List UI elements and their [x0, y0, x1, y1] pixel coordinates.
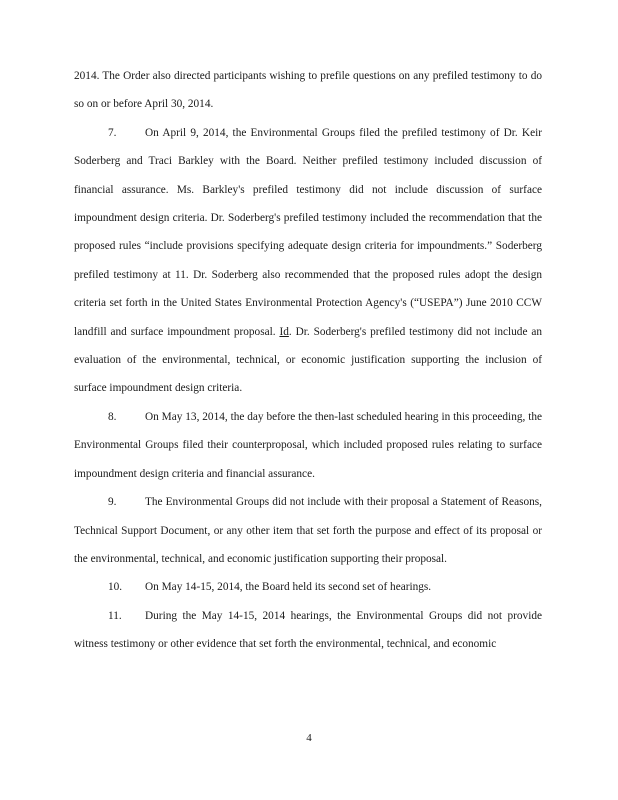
paragraph-text-continued: . Dr. Soderberg's prefiled testimony did not include an evaluation of the environmental, technical, or economic justification supporting the inclusion of surface impoundment design criteria.	[74, 325, 543, 395]
paragraph-text: On May 13, 2014, the day before the then-last scheduled hearing in this proceeding, the Environmental Groups filed their counterproposal, which included proposed rules relating to surface impoundment design criteria and financial assurance.	[74, 410, 542, 480]
paragraph-text: On April 9, 2014, the Environmental Groups filed the prefiled testimony of Dr. Keir Soderberg and Traci Barkley with the Board. Neither prefiled testimony included discussion of financial assurance. Ms. Barkley's prefiled testimony did not include discussion of surface impoundment design criteria. Dr. Soderberg's prefiled testimony included the recommendation that the proposed rules “include provisions specifying adequate design criteria for impoundments.” Soderberg prefiled testimony at 11. Dr. Soderberg also recommended that the proposed rules adopt the design criteria set forth in the United States Environmental Protection Agency's (“USEPA”) June 2010 CCW landfill and surface impoundment proposal.	[74, 126, 542, 338]
citation-id: Id	[279, 325, 289, 338]
page-number: 4	[306, 732, 312, 744]
paragraph-number: 11.	[108, 609, 122, 622]
paragraph-7	[74, 119, 542, 403]
paragraph-number: 10.	[108, 581, 123, 594]
paragraph-11	[74, 602, 542, 659]
paragraph-text: On May 14-15, 2014, the Board held its second set of hearings.	[145, 581, 432, 594]
paragraph-text: The Environmental Groups did not include with their proposal a Statement of Reasons, Technical Support Document, or any other item that set forth the purpose and effect of its proposal or the environmental, technical, and economic justification supporting their proposal.	[74, 496, 542, 565]
continuation-paragraph: 2014. The Order also directed participants wishing to prefile questions on any prefiled testimony to do so on or before April 30, 2014.	[74, 70, 542, 111]
paragraph-text: During the May 14-15, 2014 hearings, the Environmental Groups did not provide witness testimony or other evidence that set forth the environmental, technical, and economic	[74, 609, 542, 651]
paragraph-9	[74, 488, 542, 573]
body-text	[74, 62, 542, 659]
paragraph-number: 9.	[108, 496, 117, 509]
paragraph-number: 8.	[108, 410, 117, 423]
paragraph-8	[74, 403, 542, 488]
paragraph-number: 7.	[108, 126, 117, 139]
paragraph-10	[74, 573, 542, 601]
